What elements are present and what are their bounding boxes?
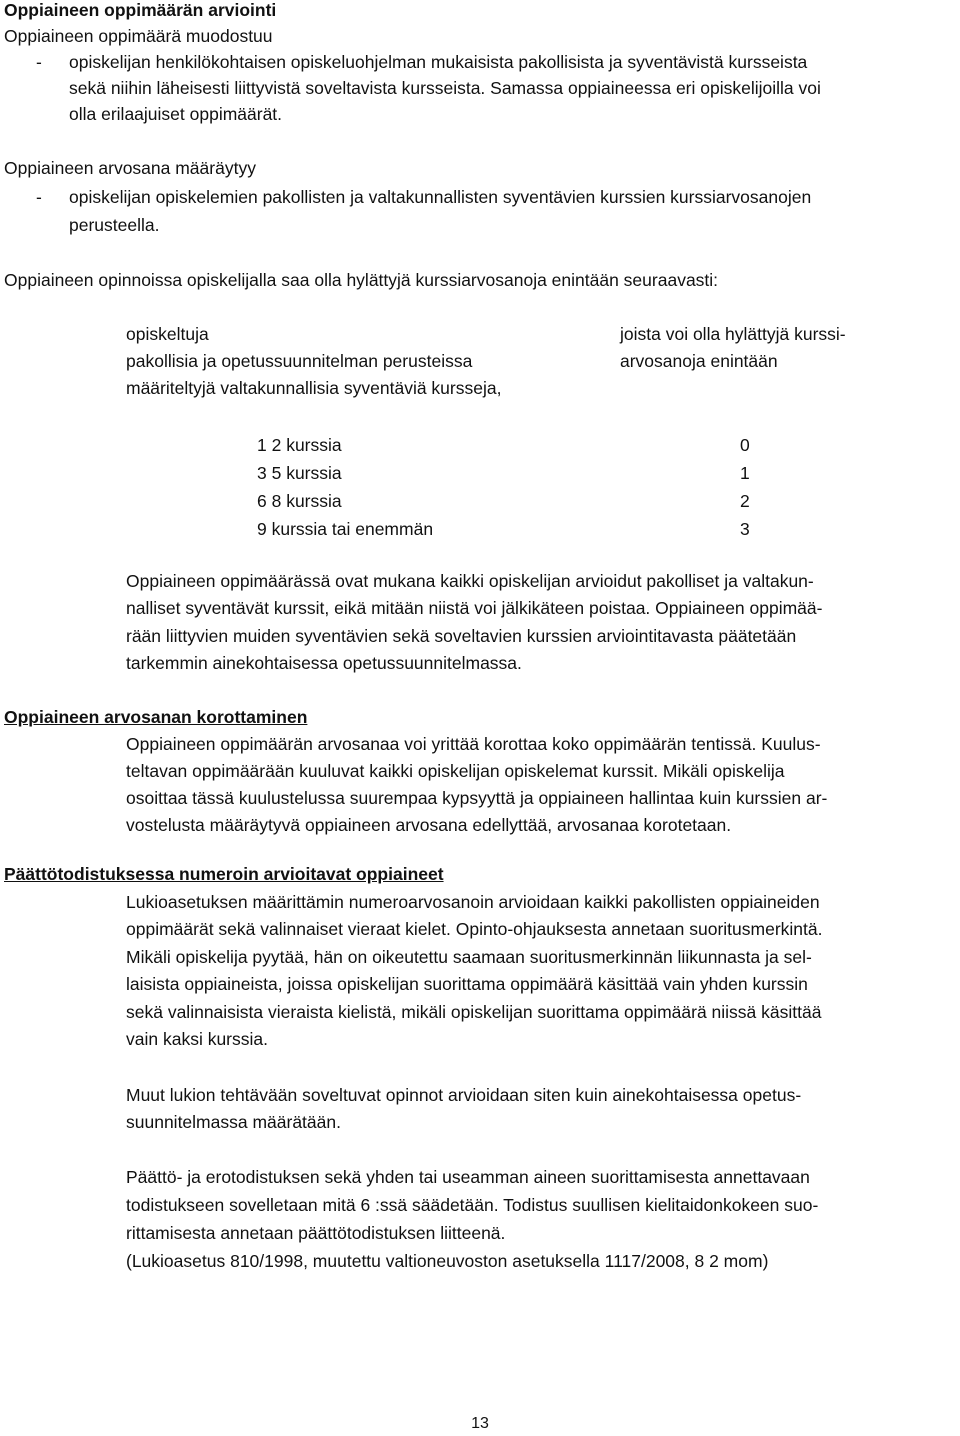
- table-row-max-failed: 2: [740, 491, 750, 511]
- paragraph-line: suunnitelmassa määrätään.: [126, 1112, 341, 1132]
- paragraph-line: vain kaksi kurssia.: [126, 1029, 268, 1049]
- paragraph-line: rään liittyvien muiden syventävien sekä soveltavien kurssien arviointitavasta päätetään: [126, 626, 797, 646]
- grade-heading: Oppiaineen arvosana määräytyy: [4, 158, 256, 178]
- bullet-dash: -: [36, 187, 42, 207]
- paragraph-line: Mikäli opiskelija pyytää, hän on oikeutettu saamaan suoritusmerkinnän liikunnasta ja sel-: [126, 947, 812, 967]
- section-heading-grade-raise: Oppiaineen arvosanan korottaminen: [4, 707, 308, 727]
- quote-line: rittamisesta annetaan päättötodistuksen liitteenä.: [126, 1223, 506, 1243]
- paragraph-line: Oppiaineen oppimäärän arvosanaa voi yrittää korottaa koko oppimäärän tentissä. Kuulus-: [126, 734, 821, 754]
- bullet1-line: opiskelijan henkilökohtaisen opiskeluohjelman mukaisista pakollisista ja syventävistä kursseista: [69, 52, 808, 72]
- bullet1-line: sekä niihin läheisesti liittyvistä soveltavista kursseista. Samassa oppiaineessa eri opiskelijoilla voi: [69, 78, 821, 98]
- table-left-header: opiskeltuja: [126, 324, 209, 344]
- paragraph-line: oppimäärät sekä valinnaiset vieraat kielet. Opinto-ohjauksesta annetaan suoritusmerkintä.: [126, 919, 823, 939]
- paragraph-line: Oppiaineen oppimäärässä ovat mukana kaikki opiskelijan arvioidut pakolliset ja valtakun-: [126, 571, 814, 591]
- paragraph-line: laisista oppiaineista, joissa opiskelijan suorittama oppimäärä käsittää vain yhden kurssin: [126, 974, 808, 994]
- bullet1-line: olla erilaajuiset oppimäärät.: [69, 104, 283, 124]
- paragraph-line: vostelusta määräytyvä oppiaineen arvosana edellyttää, arvosanaa korotetaan.: [126, 815, 732, 835]
- quote-line: todistukseen sovelletaan mitä 6 :ssä säädetään. Todistus suullisen kielitaidonkokeen suo-: [126, 1195, 819, 1215]
- failed-grades-intro: Oppiaineen opinnoissa opiskelijalla saa olla hylättyjä kurssiarvosanoja enintään seuraavasti:: [4, 270, 719, 290]
- paragraph-line: sekä valinnaisista vieraista kielistä, mikäli opiskelijan suorittama oppimäärä niissä käsittää: [126, 1002, 822, 1022]
- table-row-max-failed: 3: [740, 519, 750, 539]
- table-right-header: joista voi olla hylättyjä kurssi-: [620, 324, 846, 344]
- bullet2-line: perusteella.: [69, 215, 160, 235]
- table-row-max-failed: 0: [740, 435, 750, 455]
- paragraph-line: Muut lukion tehtävään soveltuvat opinnot arvioidaan siten kuin ainekohtaisessa opetus-: [126, 1085, 802, 1105]
- table-row-courses: 1 2 kurssia: [257, 435, 342, 455]
- table-row-courses: 9 kurssia tai enemmän: [257, 519, 434, 539]
- paragraph-line: teltavan oppimäärään kuuluvat kaikki opiskelijan opiskelemat kurssit. Mikäli opiskelija: [126, 761, 785, 781]
- table-row-max-failed: 1: [740, 463, 750, 483]
- table-left-header: määriteltyjä valtakunnallisia syventäviä kursseja,: [126, 378, 502, 398]
- paragraph-line: tarkemmin ainekohtaisessa opetussuunnitelmassa.: [126, 653, 522, 673]
- section-heading-assessment: Oppiaineen oppimäärän arviointi: [4, 0, 277, 20]
- table-row-courses: 3 5 kurssia: [257, 463, 342, 483]
- legal-reference: (Lukioasetus 810/1998, muutettu valtioneuvoston asetuksella 1117/2008, 8 2 mom): [126, 1251, 769, 1271]
- table-row-courses: 6 8 kurssia: [257, 491, 342, 511]
- section-heading-numeric-subjects: Päättötodistuksessa numeroin arvioitavat oppiaineet: [4, 864, 444, 884]
- table-right-header: arvosanoja enintään: [620, 351, 778, 371]
- paragraph-line: osoittaa tässä kuulustelussa suurempaa kypsyyttä ja oppiaineen hallintaa kuin kurssien ar-: [126, 788, 828, 808]
- page-number: 13: [471, 1415, 489, 1432]
- paragraph-line: nalliset syventävät kurssit, eikä mitään niistä voi jälkikäteen poistaa. Oppiaineen oppimää-: [126, 598, 823, 618]
- quote-line: Päättö- ja erotodistuksen sekä yhden tai useamman aineen suorittamisesta annettavaan: [126, 1167, 810, 1187]
- subheading-composition: Oppiaineen oppimäärä muodostuu: [4, 26, 273, 46]
- table-left-header: pakollisia ja opetussuunnitelman perusteissa: [126, 351, 473, 371]
- paragraph-line: Lukioasetuksen määrittämin numeroarvosanoin arvioidaan kaikki pakollisten oppiaineiden: [126, 892, 820, 912]
- bullet-dash: -: [36, 52, 42, 72]
- bullet2-line: opiskelijan opiskelemien pakollisten ja valtakunnallisten syventävien kurssien kurssiarvosanojen: [69, 187, 812, 207]
